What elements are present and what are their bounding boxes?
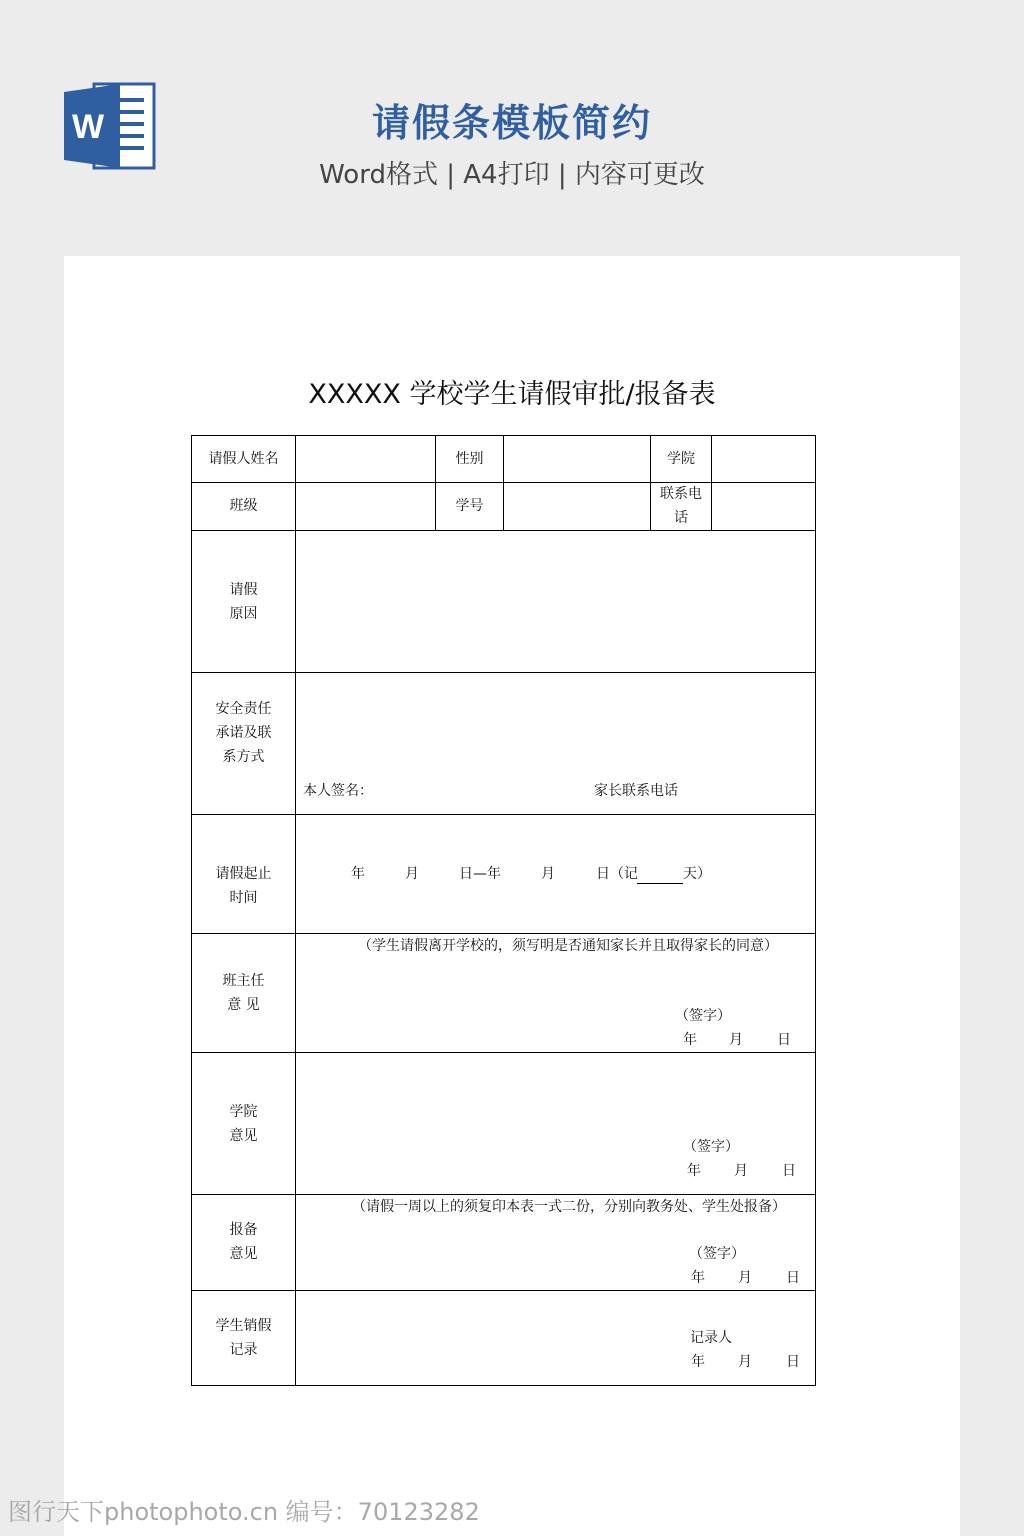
gender-label: 性别 <box>455 451 484 467</box>
period-label: 请假起止 时间 <box>215 866 272 906</box>
gender-input-cell[interactable] <box>503 435 651 483</box>
teacher-label: 班主任 意 见 <box>222 973 265 1013</box>
period-month-1: 月 <box>405 866 419 882</box>
reason-input-cell[interactable] <box>295 530 816 673</box>
college-date-day: 日 <box>782 1163 796 1179</box>
self-signature-label: 本人签名： <box>303 783 373 799</box>
period-day-year: 日—年 <box>459 866 501 882</box>
class-input-cell[interactable] <box>295 482 436 531</box>
record-sign-label: （签字） <box>689 1246 745 1262</box>
watermark: 图行天下photophoto.cn 编号：70123282 <box>8 1498 480 1526</box>
record-date-day: 日 <box>786 1270 800 1286</box>
college-opinion-label: 学院 意见 <box>229 1104 258 1144</box>
cancel-date-year: 年 <box>691 1354 705 1370</box>
period-days-end: 天） <box>683 866 711 882</box>
phone-label: 联系电 话 <box>660 486 702 526</box>
record-note: （请假一周以上的须复印本表一式二份，分别向教务处、学生处报备） <box>352 1199 786 1215</box>
teacher-date-day: 日 <box>777 1032 791 1048</box>
name-label: 请假人姓名 <box>208 451 279 467</box>
reason-label: 请假 原因 <box>229 582 258 622</box>
teacher-sign-label: （签字） <box>675 1008 731 1024</box>
student-id-label: 学号 <box>455 498 484 514</box>
student-id-input-cell[interactable] <box>503 482 651 531</box>
period-day-2: 日（记 <box>596 866 638 882</box>
cancel-date-day: 日 <box>786 1354 800 1370</box>
cancel-label: 学生销假 记录 <box>215 1318 272 1358</box>
period-month-2: 月 <box>541 866 555 882</box>
recorder-label: 记录人 <box>690 1330 732 1346</box>
page-header <box>0 0 1024 250</box>
college-label: 学院 <box>667 451 695 467</box>
college-date-month: 月 <box>734 1163 748 1179</box>
days-blank[interactable] <box>637 867 683 888</box>
phone-input-cell[interactable] <box>711 482 816 531</box>
name-input-cell[interactable] <box>295 435 436 483</box>
college-input-cell[interactable] <box>711 435 816 483</box>
teacher-date-month: 月 <box>729 1032 743 1048</box>
period-input-cell[interactable] <box>295 814 816 934</box>
leave-form-table <box>191 435 816 1386</box>
teacher-note: （学生请假离开学校的，须写明是否通知家长并且取得家长的同意） <box>358 938 778 954</box>
svg-text:W: W <box>71 108 105 146</box>
record-date-year: 年 <box>691 1270 705 1286</box>
college-date-year: 年 <box>687 1163 701 1179</box>
cancel-date-month: 月 <box>738 1354 752 1370</box>
safety-label: 安全责任 承诺及联 系方式 <box>215 701 272 765</box>
period-year-1: 年 <box>351 866 365 882</box>
safety-input-cell[interactable] <box>295 672 816 815</box>
college-sign-label: （签字） <box>683 1139 739 1155</box>
page-title: 请假条模板简约 <box>371 101 652 145</box>
parent-phone-label: 家长联系电话 <box>594 783 678 799</box>
record-label: 报备 意见 <box>229 1222 258 1262</box>
teacher-date-year: 年 <box>683 1032 697 1048</box>
class-label: 班级 <box>229 498 258 514</box>
page-subtitle: Word格式 | A4打印 | 内容可更改 <box>319 160 705 190</box>
document-page <box>64 256 960 1536</box>
record-date-month: 月 <box>738 1270 752 1286</box>
form-title: XXXXX 学校学生请假审批/报备表 <box>308 379 716 410</box>
